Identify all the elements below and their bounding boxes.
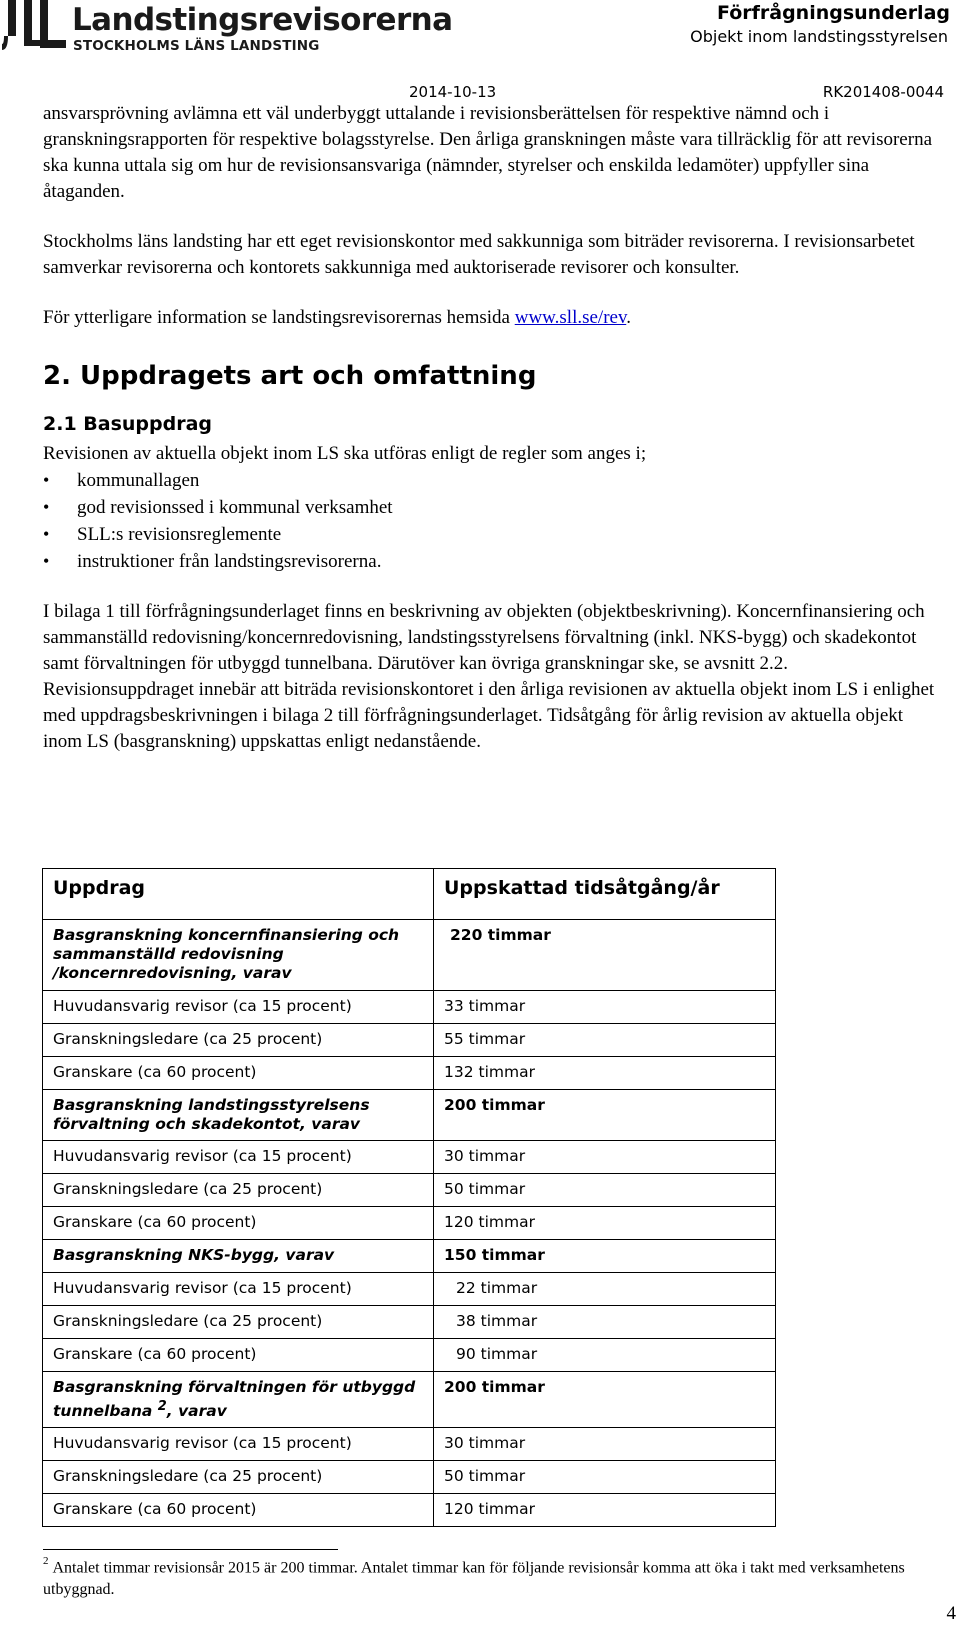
- column-header-task: Uppdrag: [43, 869, 434, 920]
- table-row: [43, 1372, 776, 1428]
- task-cell: Granskningsledare (ca 25 procent): [43, 1461, 434, 1494]
- table-row: [43, 1494, 776, 1527]
- task-cell: Granskare (ca 60 procent): [43, 1057, 434, 1090]
- table-row: [43, 1174, 776, 1207]
- table-row: [43, 1090, 776, 1141]
- time-cell: 90 timmar: [434, 1339, 776, 1372]
- footnote: [43, 1552, 943, 1601]
- info-paragraph: [43, 305, 943, 331]
- task-cell: Granskare (ca 60 procent): [43, 1339, 434, 1372]
- scope-paragraph: I bilaga 1 till förfrågningsunderlaget finns en beskrivning av objekten (objektbeskrivning). Koncernfinansiering och sammanställd redovisning/koncernredovisning, landstingsstyrelsens förvaltning (inkl. NKS-bygg) och skadekontot samt förvaltningen för utbyggd tunnelbana. Därutöver kan övriga granskningar ske, se avsnitt 2.2. Revisionsuppdraget innebär att biträda revisionskontoret i den årliga revisionen av aktuella objekt inom LS i enlighet med uppdragsbeskrivningen i bilaga 2 till förfrågningsunderlaget. Tidsåtgång för årlig revision av aktuella objekt inom LS (basgranskning) uppskattas enligt nedanstående.: [43, 601, 935, 752]
- table-row: [43, 920, 776, 991]
- section-heading: 2. Uppdragets art och omfattning: [43, 361, 537, 391]
- document-reference: RK201408-0044: [822, 83, 944, 101]
- task-cell: Huvudansvarig revisor (ca 15 procent): [43, 1141, 434, 1174]
- time-cell: 200 timmar: [434, 1372, 776, 1428]
- footnote-marker: 2: [43, 1555, 49, 1567]
- column-header-time: Uppskattad tidsåtgång/år: [434, 869, 776, 920]
- footnote-reference: 2: [157, 1399, 167, 1414]
- time-cell: 120 timmar: [434, 1207, 776, 1240]
- bullet-icon: •: [43, 551, 50, 571]
- logo-name: Landstingsrevisorerna: [72, 2, 453, 38]
- website-link[interactable]: www.sll.se/rev: [514, 307, 627, 328]
- time-cell: 33 timmar: [434, 991, 776, 1024]
- list-item-text: instruktioner från landstingsrevisorerna.: [77, 551, 382, 572]
- bullet-icon: •: [43, 524, 50, 544]
- footnote-divider: [43, 1549, 338, 1550]
- document-title: Förfrågningsunderlag: [716, 2, 950, 24]
- list-item: [43, 521, 943, 548]
- time-cell: 30 timmar: [434, 1428, 776, 1461]
- table-row: [43, 1240, 776, 1273]
- table-row: [43, 1428, 776, 1461]
- task-cell: Huvudansvarig revisor (ca 15 procent): [43, 1428, 434, 1461]
- page-content: [43, 101, 943, 779]
- table-row: [43, 1306, 776, 1339]
- list-item-text: kommunallagen: [77, 470, 200, 491]
- time-cell: 120 timmar: [434, 1494, 776, 1527]
- intro-paragraph: ansvarsprövning avlämna ett väl underbyggt uttalande i revisionsberättelsen för respektive nämnd och i granskningsrapporten för respektive bolagsstyrelse. Den årliga granskningen måste vara tillräcklig för att revisorerna ska kunna uttala sig om hur de revisionsansvariga (nämnder, styrelser och enskilda ledamöter) uppfyller sina åtaganden.: [43, 103, 933, 202]
- task-cell: Basgranskning NKS-bygg, varav: [43, 1240, 434, 1273]
- list-item-text: SLL:s revisionsreglemente: [77, 524, 282, 545]
- list-item: [43, 467, 943, 494]
- task-cell: [43, 1372, 434, 1428]
- document-date: 2014-10-13: [409, 83, 497, 101]
- table-row: [43, 1207, 776, 1240]
- table-row: [43, 1273, 776, 1306]
- table-row: [43, 1461, 776, 1494]
- bullet-icon: •: [43, 470, 50, 490]
- task-cell: Basgranskning koncernfinansiering och sammanställd redovisning /koncernredovisning, varav: [43, 920, 434, 991]
- subsection-heading: 2.1 Basuppdrag: [43, 413, 213, 435]
- list-item: [43, 548, 943, 575]
- footnote-text: Antalet timmar revisionsår 2015 är 200 timmar. Antalet timmar kan för följande revisionsår komma att öka i takt med verksamhetens utbyggnad.: [43, 1559, 905, 1599]
- rules-list: [43, 467, 943, 575]
- task-cell: Granskare (ca 60 procent): [43, 1207, 434, 1240]
- table-row: [43, 1339, 776, 1372]
- table-row: [43, 1057, 776, 1090]
- time-estimate-table: [42, 868, 776, 1527]
- time-cell: 132 timmar: [434, 1057, 776, 1090]
- time-cell: 220 timmar: [434, 920, 776, 991]
- document-subtitle: Objekt inom landstingsstyrelsen: [690, 27, 948, 46]
- task-cell: Granskare (ca 60 procent): [43, 1494, 434, 1527]
- page-number: 4: [946, 1603, 956, 1624]
- table-row: [43, 991, 776, 1024]
- time-cell: 50 timmar: [434, 1461, 776, 1494]
- time-cell: 200 timmar: [434, 1090, 776, 1141]
- logo-subtitle: STOCKHOLMS LÄNS LANDSTING: [73, 38, 320, 54]
- list-item-text: god revisionssed i kommunal verksamhet: [77, 497, 393, 518]
- office-paragraph: Stockholms läns landsting har ett eget revisionskontor med sakkunniga som biträder revisorerna. I revisionsarbetet samverkar revisorerna och kontorets sakkunniga med auktoriserade revisorer och konsulter.: [43, 231, 915, 278]
- task-cell: Huvudansvarig revisor (ca 15 procent): [43, 1273, 434, 1306]
- time-cell: 50 timmar: [434, 1174, 776, 1207]
- time-cell: 55 timmar: [434, 1024, 776, 1057]
- logo: [2, 0, 453, 60]
- task-cell: Granskningsledare (ca 25 procent): [43, 1174, 434, 1207]
- table-row: [43, 1141, 776, 1174]
- time-cell: 150 timmar: [434, 1240, 776, 1273]
- time-cell: 30 timmar: [434, 1141, 776, 1174]
- task-text: Basgranskning förvaltningen för utbyggd tunnelbana: [53, 1378, 416, 1421]
- bullet-icon: •: [43, 497, 50, 517]
- table-header-row: [43, 869, 776, 920]
- list-item: [43, 494, 943, 521]
- task-cell: Granskningsledare (ca 25 procent): [43, 1024, 434, 1057]
- task-cell: Basgranskning landstingsstyrelsens förvaltning och skadekontot, varav: [43, 1090, 434, 1141]
- logo-mark-icon: [2, 0, 68, 54]
- time-cell: 22 timmar: [434, 1273, 776, 1306]
- task-cell: Huvudansvarig revisor (ca 15 procent): [43, 991, 434, 1024]
- table-row: [43, 1024, 776, 1057]
- info-suffix: .: [626, 307, 631, 328]
- time-cell: 38 timmar: [434, 1306, 776, 1339]
- info-prefix: För ytterligare information se landstingsrevisorernas hemsida: [43, 307, 515, 328]
- page-header: [0, 0, 960, 100]
- task-suffix: , varav: [166, 1402, 227, 1421]
- rules-intro: Revisionen av aktuella objekt inom LS ska utföras enligt de regler som anges i;: [43, 443, 647, 464]
- task-cell: Granskningsledare (ca 25 procent): [43, 1306, 434, 1339]
